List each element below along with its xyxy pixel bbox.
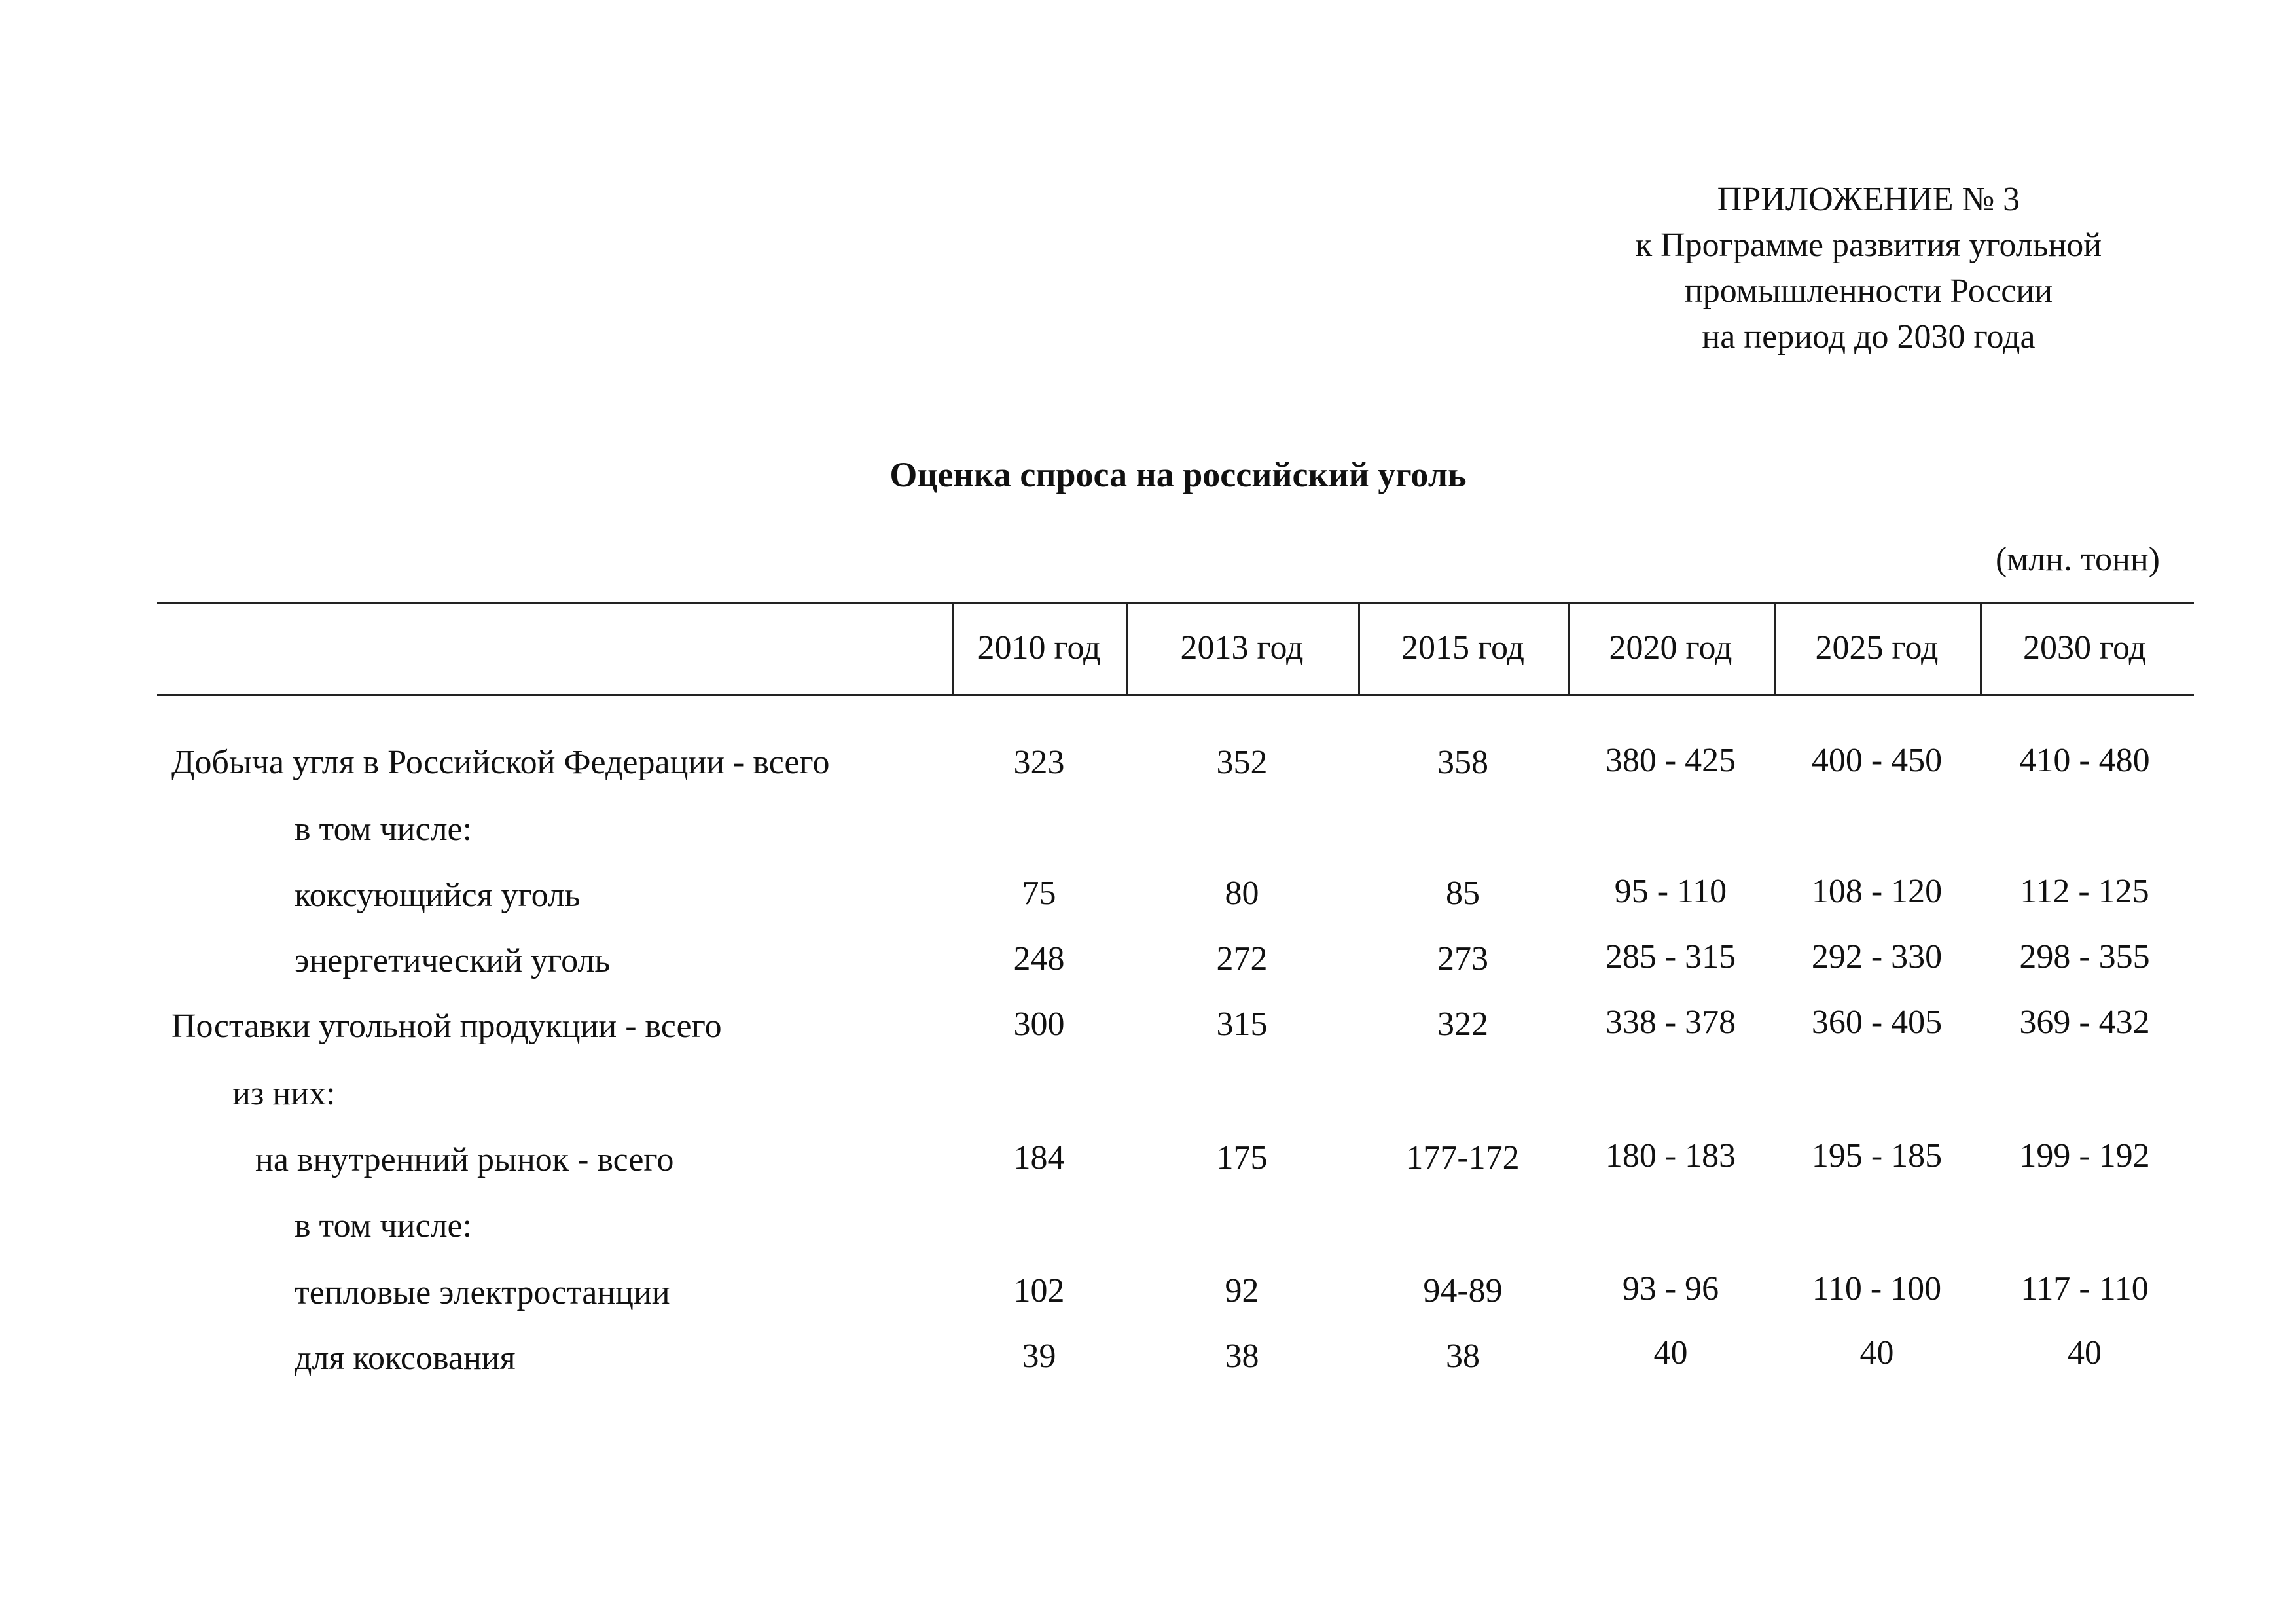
row-label: энергетический уголь	[295, 942, 611, 979]
column-header-2020: 2020 год	[1609, 629, 1732, 666]
table-cell: 272	[1216, 940, 1268, 977]
table-cell: 400 - 450	[1811, 742, 1943, 779]
table-cell: 85	[1446, 875, 1480, 912]
table-cell: 199 - 192	[2019, 1137, 2150, 1175]
row-label: из них:	[232, 1075, 336, 1112]
table-cell: 184	[1013, 1139, 1065, 1176]
table-cell: 315	[1216, 1006, 1268, 1043]
table-cell: 248	[1013, 940, 1065, 977]
appendix-line-2: к Программе развития угольной	[1635, 227, 2102, 264]
table-cell: 92	[1225, 1272, 1259, 1309]
row-label: коксующийся уголь	[295, 877, 581, 914]
table-cell: 300	[1013, 1006, 1065, 1043]
row-label: Поставки угольной продукции - всего	[171, 1008, 722, 1045]
units-label: (млн. тонн)	[1995, 541, 2160, 578]
table-cell: 298 - 355	[2019, 938, 2150, 976]
table-cell: 358	[1437, 744, 1488, 781]
row-label: для коксования	[295, 1340, 516, 1377]
table-cell: 39	[1022, 1338, 1056, 1375]
column-header-2010: 2010 год	[977, 629, 1101, 666]
table-cell: 40	[1859, 1334, 1894, 1372]
table-cell: 195 - 185	[1811, 1137, 1943, 1175]
table-cell: 175	[1216, 1139, 1268, 1176]
table-cell: 177-172	[1406, 1139, 1520, 1176]
row-label: на внутренний рынок - всего	[255, 1141, 674, 1178]
row-label: Добыча угля в Российской Федерации - всего	[171, 744, 830, 781]
table-cell: 80	[1225, 875, 1259, 912]
table-cell: 117 - 110	[2020, 1270, 2149, 1307]
table-cell: 273	[1437, 940, 1488, 977]
document-title: Оценка спроса на российский уголь	[889, 455, 1467, 494]
table-cell: 323	[1013, 744, 1065, 781]
appendix-line-1: ПРИЛОЖЕНИЕ № 3	[1717, 181, 2020, 218]
table-cell: 180 - 183	[1605, 1137, 1736, 1175]
table-cell: 410 - 480	[2019, 742, 2150, 779]
appendix-header	[1492, 177, 2245, 360]
table-cell: 292 - 330	[1811, 938, 1943, 976]
table-cell: 352	[1216, 744, 1268, 781]
column-header-2030: 2030 год	[2023, 629, 2146, 666]
row-label: в том числе:	[295, 811, 473, 848]
appendix-line-4: на период до 2030 года	[1702, 318, 2036, 356]
table-cell: 75	[1022, 875, 1056, 912]
table-cell: 108 - 120	[1811, 873, 1943, 910]
table-header-rule	[157, 694, 2194, 696]
row-label: тепловые электростанции	[295, 1274, 670, 1311]
column-header-2015: 2015 год	[1401, 629, 1524, 666]
table-cell: 40	[1653, 1334, 1688, 1372]
table-cell: 380 - 425	[1605, 742, 1736, 779]
table-cell: 93 - 96	[1622, 1270, 1719, 1307]
table-cell: 285 - 315	[1605, 938, 1736, 976]
table-top-rule	[157, 602, 2194, 604]
table-cell: 102	[1013, 1272, 1065, 1309]
column-header-2013: 2013 год	[1180, 629, 1304, 666]
table-cell: 40	[2068, 1334, 2102, 1372]
table-cell: 38	[1225, 1338, 1259, 1375]
appendix-line-3: промышленности России	[1684, 272, 2053, 310]
table-cell: 94-89	[1423, 1272, 1503, 1309]
table-cell: 38	[1446, 1338, 1480, 1375]
row-label: в том числе:	[295, 1207, 473, 1245]
column-header-2025: 2025 год	[1815, 629, 1939, 666]
table-cell: 338 - 378	[1605, 1004, 1736, 1041]
table-cell: 110 - 100	[1812, 1270, 1942, 1307]
table-cell: 360 - 405	[1811, 1004, 1943, 1041]
table-cell: 369 - 432	[2019, 1004, 2150, 1041]
table-cell: 95 - 110	[1614, 873, 1727, 910]
table-cell: 322	[1437, 1006, 1488, 1043]
table-cell: 112 - 125	[2020, 873, 2149, 910]
